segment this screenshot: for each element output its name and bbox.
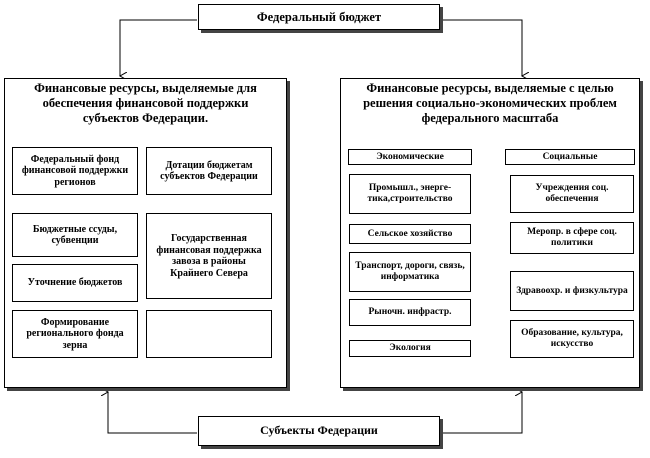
- social-item-welfare-label: Учреждения соц. обеспечения: [535, 183, 609, 204]
- left-item-federal-fund-label: Федеральный фонд финансовой поддержки регионов: [21, 153, 129, 188]
- left-item-federal-fund: [12, 147, 138, 195]
- social-item-social-policy-label: Меропр. в сфере соц. политики: [527, 227, 617, 248]
- economic-item-ecology-label: Экология: [389, 343, 431, 354]
- social-item-social-policy: [510, 222, 634, 254]
- arrow-subjects-to-left: [108, 392, 197, 433]
- economic-item-transport: [349, 252, 471, 292]
- economic-header: [348, 149, 472, 165]
- left-item-empty: [146, 310, 272, 358]
- left-item-budget-refinement-label: Уточнение бюджетов: [27, 277, 123, 289]
- left-item-budget-loans: [12, 213, 138, 257]
- right-panel-title: Финансовые ресурсы, выделяемые с целью решения социально-экономических проблем федерального масштаба: [363, 81, 617, 125]
- social-item-education-label: Образование, культура, искусство: [521, 328, 623, 349]
- arrow-subjects-to-right: [441, 392, 522, 433]
- economic-item-ecology: [349, 340, 471, 357]
- arrow-budget-to-left: [120, 20, 197, 76]
- federation-subjects-box: [198, 416, 440, 446]
- left-item-subsidies-grants-label: Дотации бюджетам субъектов Федерации: [160, 159, 258, 182]
- left-panel-title: Финансовые ресурсы, выделяемые для обеспечения финансовой поддержки субъектов Федерации.: [34, 81, 257, 125]
- left-item-budget-refinement: [12, 264, 138, 302]
- social-header-label: Социальные: [542, 151, 598, 162]
- left-item-subsidies-grants: [146, 147, 272, 195]
- economic-item-market-infra: [349, 299, 471, 326]
- economic-item-market-infra-label: Рыночн. инфрастр.: [368, 307, 452, 318]
- economic-item-industry-label: Промышл., энерге-тика,строительство: [367, 183, 453, 204]
- left-item-grain-fund: [12, 310, 138, 358]
- left-item-north-delivery: [146, 213, 272, 299]
- social-item-welfare: [510, 175, 634, 213]
- social-item-health-label: Здравоохр. и физкультура: [516, 285, 628, 296]
- economic-header-label: Экономические: [376, 151, 444, 162]
- federal-budget-box: [198, 4, 440, 30]
- social-header: [505, 149, 635, 165]
- federation-subjects-label: Субъекты Федерации: [260, 423, 378, 438]
- federal-budget-label: Федеральный бюджет: [256, 9, 382, 24]
- left-item-budget-loans-label: Бюджетные ссуды, субвенции: [32, 223, 118, 246]
- economic-item-transport-label: Транспорт, дороги, связь, информатика: [355, 261, 465, 282]
- social-item-education: [510, 320, 634, 358]
- arrow-budget-to-right: [441, 20, 522, 76]
- social-item-health: [510, 271, 634, 311]
- economic-item-agriculture-label: Сельское хозяйство: [367, 228, 453, 239]
- economic-item-industry: [349, 174, 471, 214]
- left-item-north-delivery-label: Государственная финансовая поддержка завоза в районы Крайнего Севера: [156, 233, 262, 279]
- economic-item-agriculture: [349, 224, 471, 244]
- left-item-grain-fund-label: Формирование регионального фонда зерна: [26, 316, 124, 351]
